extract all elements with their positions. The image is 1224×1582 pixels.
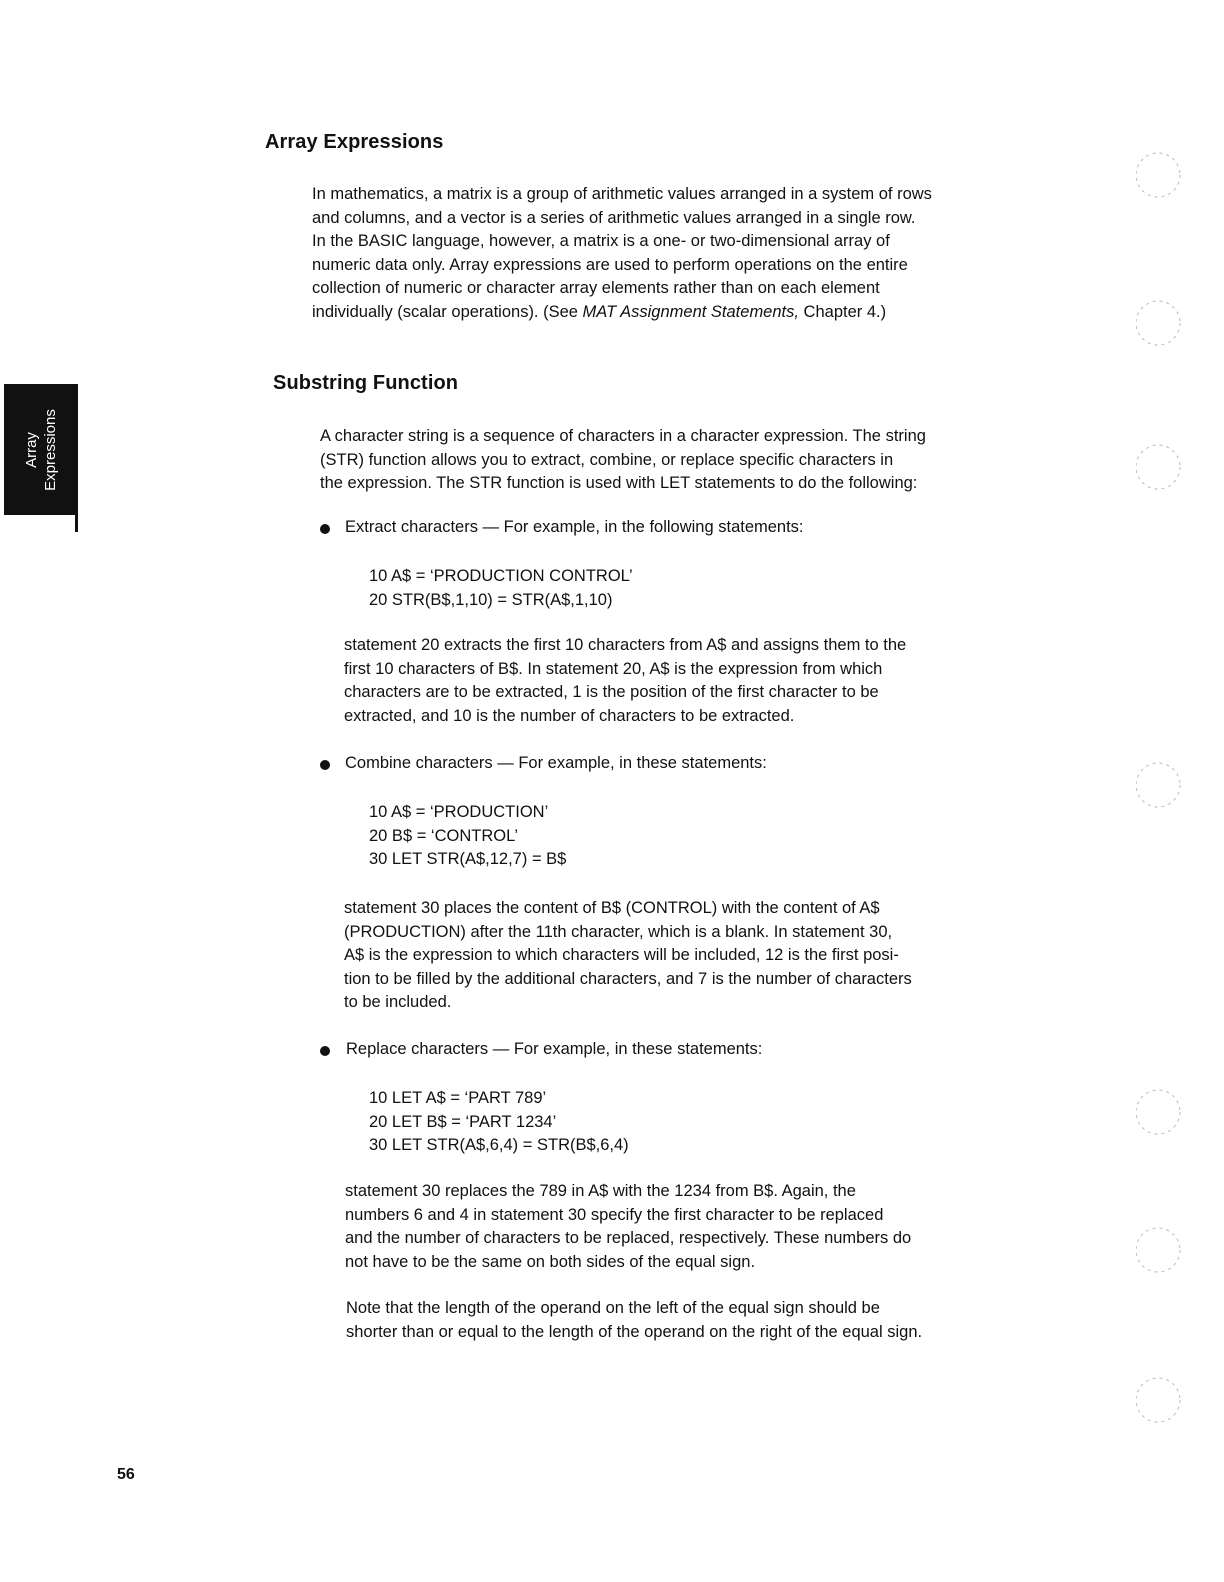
combine-explanation [344, 897, 912, 1015]
paragraph-line: collection of numeric or character array elements rather than on each element [312, 279, 880, 298]
code-line: 20 STR(B$,1,10) = STR(A$,1,10) [369, 590, 613, 609]
code-line: 30 LET STR(A$,6,4) = STR(B$,6,4) [369, 1136, 629, 1155]
paragraph-line: A$ is the expression to which characters will be included, 12 is the first posi- [344, 946, 899, 965]
bullet-dot [320, 524, 330, 534]
line-text: Chapter 4.) [798, 302, 887, 321]
array-expressions-heading: Array Expressions [265, 131, 444, 153]
side-tab-label [22, 409, 60, 491]
line-text: individually (scalar operations). (See [312, 302, 583, 321]
paragraph-line: (STR) function allows you to extract, combine, or replace specific characters in [320, 450, 894, 469]
side-tab-line-1: Array [23, 431, 40, 468]
paragraph-line: statement 20 extracts the first 10 characters from A$ and assigns them to the [344, 636, 907, 654]
paragraph-line: and columns, and a vector is a series of arithmetic values arranged in a single row. [312, 208, 916, 227]
bullet-dot [320, 760, 330, 770]
chapter-reference: MAT Assignment Statements, [582, 302, 799, 321]
side-tab-notch [75, 502, 78, 532]
substring-intro-paragraph [320, 425, 926, 496]
paragraph-line: to be included. [344, 993, 452, 1012]
paragraph-line: (PRODUCTION) after the 11th character, which is a blank. In statement 30, [344, 922, 893, 941]
replace-code-block [369, 1087, 629, 1158]
array-expressions-paragraph [312, 183, 932, 325]
extract-explanation [344, 634, 906, 728]
side-tab-line-2: Expressions [42, 408, 59, 491]
paragraph-line: and the number of characters to be replaced, respectively. These numbers do [345, 1229, 912, 1248]
paragraph-line: characters are to be extracted, 1 is the position of the first character to be [344, 683, 879, 702]
replace-bullet-text: Replace characters — For example, in these statements: [346, 1040, 763, 1058]
paragraph-line: In the BASIC language, however, a matrix is a one- or two-dimensional array of [312, 232, 890, 251]
paragraph-line: statement 30 replaces the 789 in A$ with the 1234 from B$. Again, the [345, 1182, 856, 1200]
paragraph-line: A character string is a sequence of characters in a character expression. The string [320, 427, 926, 445]
code-line: 10 LET A$ = ‘PART 789’ [369, 1089, 547, 1107]
extract-bullet-text: Extract characters — For example, in the following statements: [345, 518, 804, 536]
code-line: 30 LET STR(A$,12,7) = B$ [369, 850, 567, 869]
paragraph-line: the expression. The STR function is used with LET statements to do the following: [320, 474, 918, 493]
paragraph-line: tion to be filled by the additional characters, and 7 is the number of characters [344, 969, 912, 988]
paragraph-line: statement 30 places the content of B$ (CONTROL) with the content of A$ [344, 899, 880, 917]
section-side-tab [4, 384, 78, 515]
paragraph-line: In mathematics, a matrix is a group of arithmetic values arranged in a system of rows [312, 185, 932, 203]
bullet-dot [320, 1046, 330, 1056]
code-line: 20 B$ = ‘CONTROL’ [369, 826, 519, 845]
paragraph-line [312, 301, 932, 325]
paragraph-line: extracted, and 10 is the number of characters to be extracted. [344, 706, 795, 725]
page-number: 56 [117, 1466, 135, 1483]
substring-function-heading: Substring Function [273, 372, 459, 394]
combine-code-block [369, 801, 566, 872]
note-paragraph [346, 1297, 922, 1344]
code-line: 10 A$ = ‘PRODUCTION’ [369, 803, 549, 821]
paragraph-line: not have to be the same on both sides of the equal sign. [345, 1252, 756, 1271]
binder-holes-graphic [1136, 0, 1196, 1582]
replace-explanation [345, 1180, 911, 1274]
extract-code-block [369, 565, 633, 612]
code-line: 20 LET B$ = ‘PART 1234’ [369, 1112, 557, 1131]
combine-bullet-text: Combine characters — For example, in these statements: [345, 754, 767, 772]
code-line: 10 A$ = ‘PRODUCTION CONTROL’ [369, 567, 633, 585]
paragraph-line: Note that the length of the operand on the left of the equal sign should be [346, 1299, 880, 1317]
paragraph-line: first 10 characters of B$. In statement 20, A$ is the expression from which [344, 659, 883, 678]
paragraph-line: numeric data only. Array expressions are used to perform operations on the entire [312, 255, 908, 274]
binder-holes [1136, 0, 1196, 1582]
paragraph-line: numbers 6 and 4 in statement 30 specify the first character to be replaced [345, 1205, 884, 1224]
paragraph-line: shorter than or equal to the length of the operand on the right of the equal sign. [346, 1322, 923, 1341]
